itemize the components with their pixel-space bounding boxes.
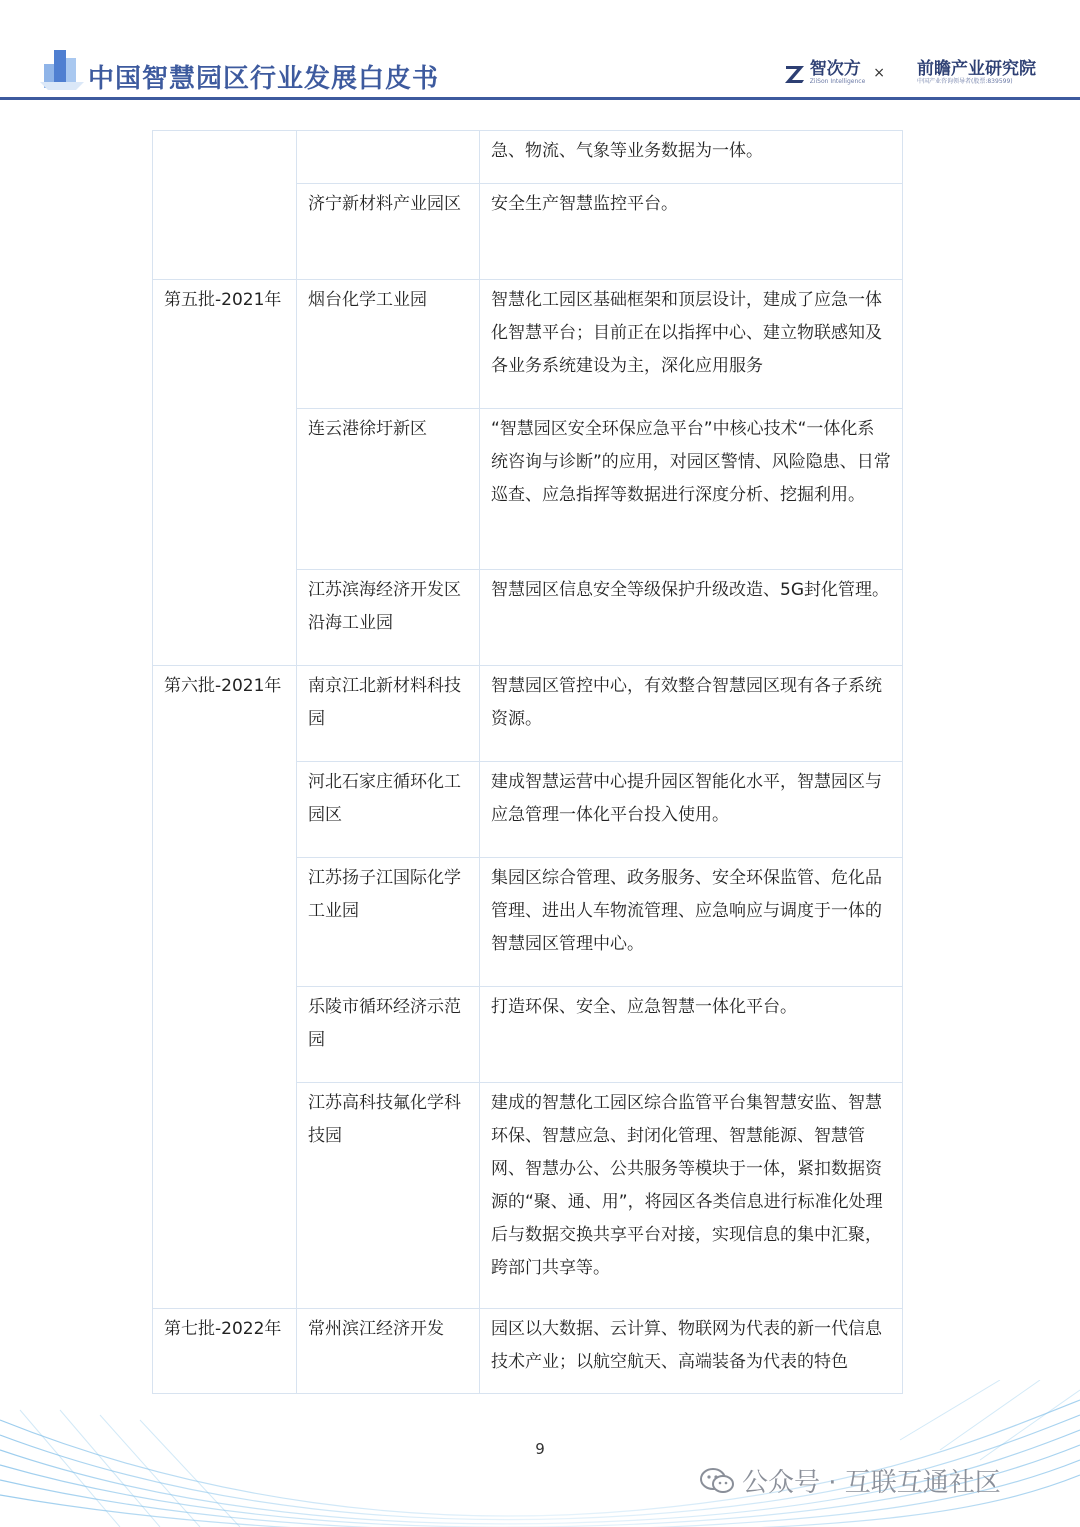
- park-cell: 江苏扬子江国际化学工业园: [297, 858, 480, 987]
- brand1-name: 智次方: [809, 59, 861, 79]
- qianzhan-logo-icon: [893, 62, 913, 84]
- park-cell: 烟台化学工业园: [297, 280, 480, 409]
- cross-sign: ×: [873, 64, 885, 81]
- header-divider: [0, 97, 1080, 100]
- table-row: [153, 131, 903, 184]
- park-table: [152, 130, 902, 1394]
- batch-cell: 第六批-2021年: [153, 666, 297, 1309]
- watermark-text: 公众号 · 互联互通社区: [742, 1468, 1001, 1498]
- ziison-logo-icon: [784, 62, 806, 84]
- desc-cell: 急、物流、气象等业务数据为一体。: [480, 131, 903, 184]
- wechat-icon: [700, 1467, 734, 1495]
- page-number: 9: [535, 1440, 545, 1458]
- table-row: [153, 280, 903, 409]
- park-cell: 济宁新材料产业园区: [297, 184, 480, 280]
- brand-ziison: [784, 60, 866, 85]
- desc-cell: 安全生产智慧监控平台。: [480, 184, 903, 280]
- park-cell: 河北石家庄循环化工园区: [297, 762, 480, 858]
- brand-logos: [784, 60, 1036, 85]
- table-row: [153, 666, 903, 762]
- desc-cell: 集园区综合管理、政务服务、安全环保监管、危化品管理、进出人车物流管理、应急响应与调度于一体的智慧园区管理中心。: [480, 858, 903, 987]
- brand-qianzhan: [893, 60, 1036, 85]
- building-logo-icon: [40, 42, 84, 92]
- park-cell: 乐陵市循环经济示范园: [297, 987, 480, 1083]
- park-cell: [297, 131, 480, 184]
- page-header: [0, 0, 1080, 100]
- desc-cell: 打造环保、安全、应急智慧一体化平台。: [480, 987, 903, 1083]
- park-cell: 常州滨江经济开发: [297, 1309, 480, 1394]
- park-cell: 江苏高科技氟化学科技园: [297, 1083, 480, 1309]
- park-cell: 南京江北新材料科技园: [297, 666, 480, 762]
- desc-cell: 建成的智慧化工园区综合监管平台集智慧安监、智慧环保、智慧应急、封闭化管理、智慧能源、智慧管网、智慧办公、公共服务等模块于一体，紧扣数据资源的“聚、通、用”，将园区各类信息进行标准化处理后与数据交换共享平台对接，实现信息的集中汇聚，跨部门共享等。: [480, 1083, 903, 1309]
- park-cell: 连云港徐圩新区: [297, 409, 480, 570]
- watermark: [700, 1462, 1001, 1499]
- brand2-name: 前瞻产业研究院: [917, 59, 1036, 79]
- batch-cell: 第五批-2021年: [153, 280, 297, 666]
- desc-cell: 智慧园区管控中心，有效整合智慧园区现有各子系统资源。: [480, 666, 903, 762]
- brand2-sub: 中国产业咨询领导者(股票:839599): [917, 77, 1013, 85]
- desc-cell: “智慧园区安全环保应急平台”中核心技术“一体化系统咨询与诊断”的应用，对园区警情、风险隐患、日常巡查、应急指挥等数据进行深度分析、挖掘利用。: [480, 409, 903, 570]
- batch-cell: [153, 131, 297, 280]
- desc-cell: 园区以大数据、云计算、物联网为代表的新一代信息技术产业；以航空航天、高端装备为代表的特色: [480, 1309, 903, 1394]
- batch-cell: 第七批-2022年: [153, 1309, 297, 1394]
- brand1-sub: ZiiSon Intelligence: [809, 77, 866, 85]
- desc-cell: 智慧园区信息安全等级保护升级改造、5G封化管理。: [480, 570, 903, 666]
- park-cell: 江苏滨海经济开发区沿海工业园: [297, 570, 480, 666]
- desc-cell: 智慧化工园区基础框架和顶层设计，建成了应急一体化智慧平台；目前正在以指挥中心、建立物联感知及各业务系统建设为主，深化应用服务: [480, 280, 903, 409]
- desc-cell: 建成智慧运营中心提升园区智能化水平，智慧园区与应急管理一体化平台投入使用。: [480, 762, 903, 858]
- document-title: 中国智慧园区行业发展白皮书: [88, 64, 440, 94]
